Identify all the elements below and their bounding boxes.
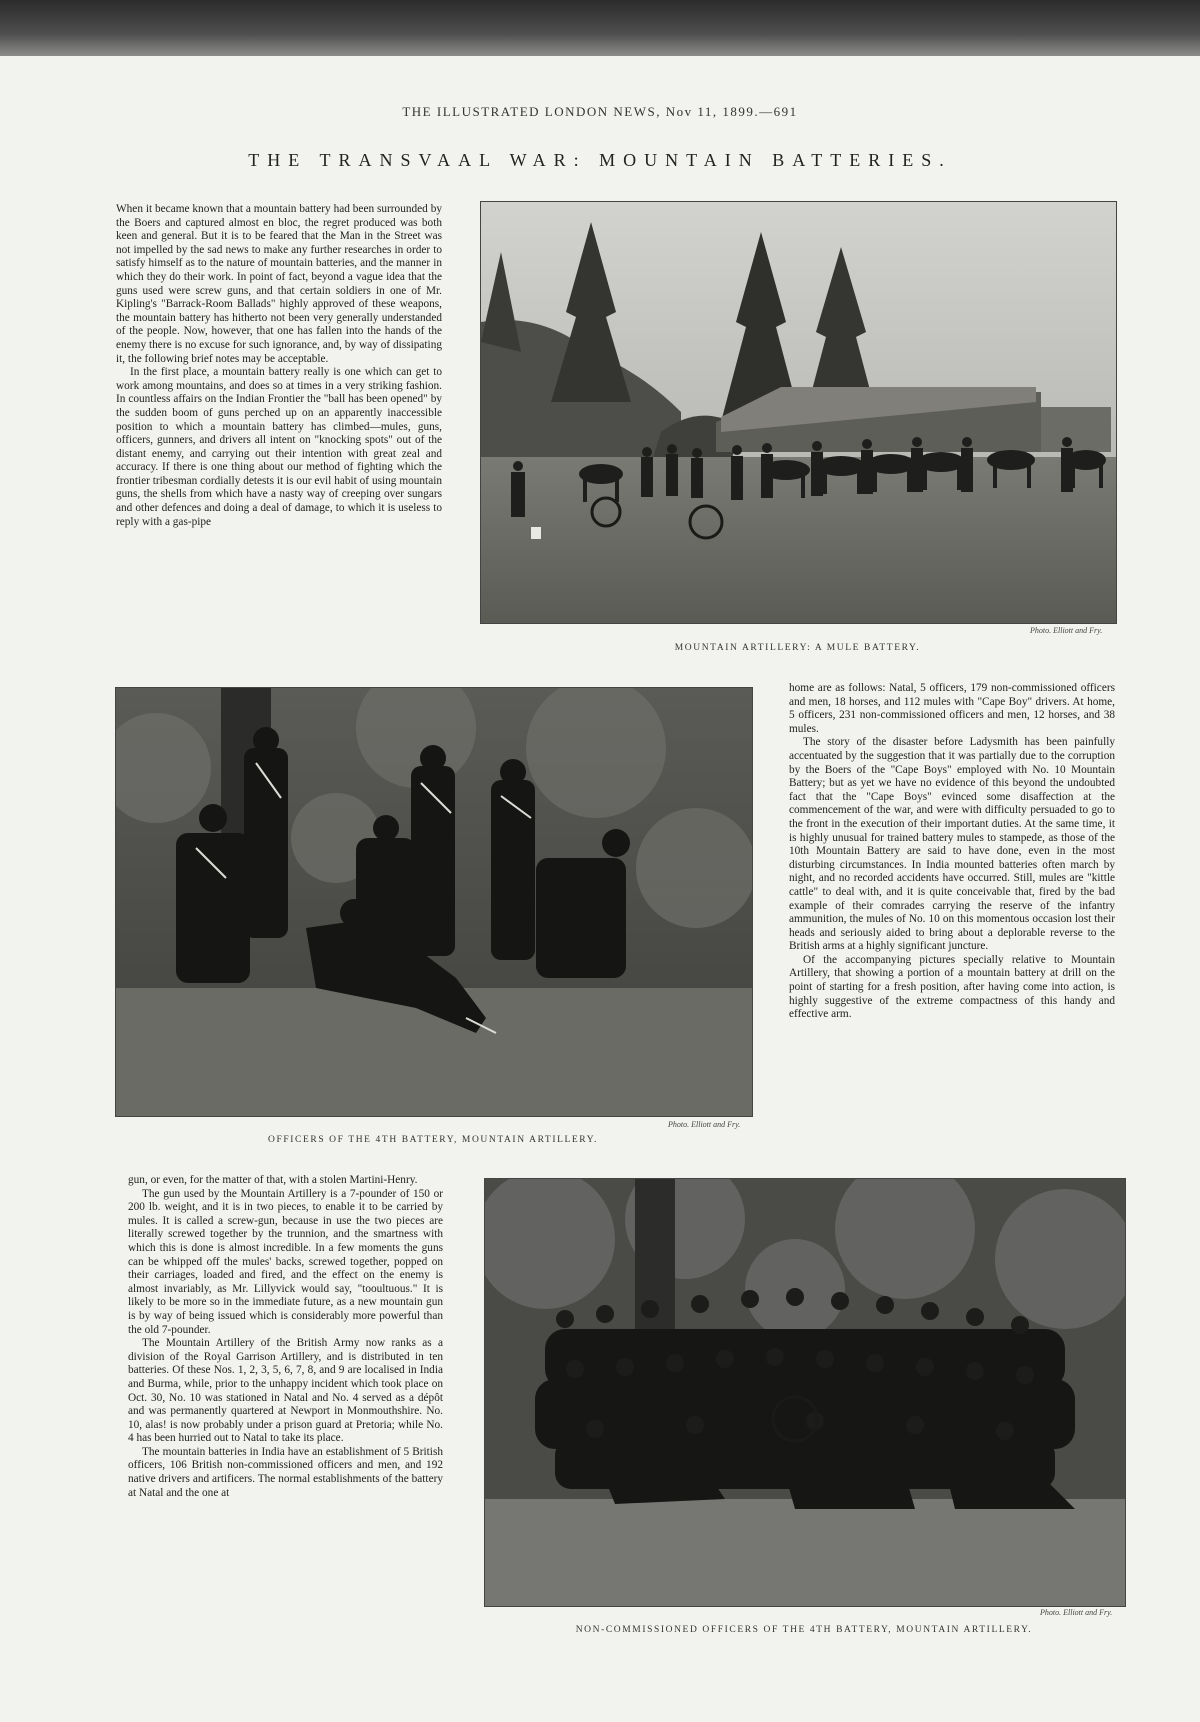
photo-credit: Photo. Elliott and Fry. (668, 1120, 741, 1129)
photo-mule-battery (480, 201, 1117, 624)
page-top-shadow (0, 0, 1200, 56)
paragraph: The mountain batteries in India have an establishment of 5 British officers, 106 British non-commissioned officers and men, and 192 native drivers and artificers. The normal establishments of the battery at Natal and the one at (128, 1445, 443, 1499)
photo-credit: Photo. Elliott and Fry. (1030, 626, 1103, 635)
photo-nco-group (484, 1178, 1126, 1607)
figure-caption: NON-COMMISSIONED OFFICERS OF THE 4TH BATTERY, MOUNTAIN ARTILLERY. (575, 1625, 1033, 1635)
figure-caption: MOUNTAIN ARTILLERY: A MULE BATTERY. (674, 643, 921, 653)
paragraph: The gun used by the Mountain Artillery is a 7-pounder of 150 or 200 lb. weight, and it is in two pieces, to enable it to be carried by mules. It is called a screw-gun, because in use the two pieces are literally screwed together by the trunnion, and the smartness with which this is done is almost incredible. In a few moments the guns can be whipped off the mules' backs, screwed together, popped on their carriages, loaded and fired, and the effect on the enemy is almost invariably, as Mr. Lillyvick would say, "tooultuous." It is likely to be more so in the immediate future, as a new mountain gun is by way of being issued which is considerably more powerful than the old 7-pounder. (128, 1187, 443, 1336)
paragraph: In the first place, a mountain battery really is one which can get to work among mountains, and does so at times in a very striking fashion. In countless affairs on the Indian Frontier the "ball has been opened" by the sudden boom of guns perched up on an apparently inaccessible position to which a mountain battery has climbed—mules, guns, officers, gunners, and drivers all intent on "knocking spots" out of the distant enemy, and carrying out their intention with great zeal and accuracy. If there is one thing about our method of fighting which the frontier tribesman cordially detests it is our evil habit of using mountain guns, the shells from which have a nasty way of creeping over sungars and other defences and doing a deal of damage, to which it is useless to reply with a gas-pipe (116, 366, 442, 528)
figure-caption: OFFICERS OF THE 4TH BATTERY, MOUNTAIN ARTILLERY. (268, 1135, 598, 1145)
article-column-2 (789, 682, 1115, 1022)
running-head: THE ILLUSTRATED LONDON NEWS, Nov 11, 1899.—691 (402, 104, 798, 119)
paragraph: The Mountain Artillery of the British Army now ranks as a division of the Royal Garrison Artillery, and is distributed in ten batteries. Of these Nos. 1, 2, 3, 5, 6, 7, 8, and 9 are localised in India and Burma, while, prior to the unhappy incident which took place on Oct. 30, No. 10 was stationed in Natal and No. 4 served as a dépôt and was permanently quartered at Newport in Monmouthshire. No. 10, alas! is now probably under a prison guard at Pretoria; while No. 4 has been hurried out to Natal to take its place. (128, 1337, 443, 1445)
article-title: THE TRANSVAAL WAR: MOUNTAIN BATTERIES. (248, 150, 952, 170)
paragraph: Of the accompanying pictures specially relative to Mountain Artillery, that showing a portion of a mountain battery at drill on the point of starting for a fresh position, after having come into action, is highly suggestive of the extreme compactness of this handy and effective arm. (789, 953, 1115, 1021)
article-column-1 (116, 203, 442, 529)
paragraph: home are as follows: Natal, 5 officers, 179 non-commissioned officers and men, 18 horses, and 112 mules with "Cape Boy" drivers. At home, 5 officers, 231 non-commissioned officers and men, 12 horses, and 38 mules. (789, 682, 1115, 735)
paragraph: When it became known that a mountain battery had been surrounded by the Boers and captured almost en bloc, the regret produced was both keen and general. But it is to be feared that the Man in the Street was not impelled by the sad news to make any further researches in order to satisfy himself as to the nature of mountain batteries, and the manner in which they do their work. In point of fact, beyond a vague idea that the guns used were screw guns, and that certain soldiers in one of Mr. Kipling's "Barrack-Room Ballads" highly approved of these weapons, the mountain battery has hitherto not been very generally understanded of the people. Now, however, that one has fallen into the hands of the enemy there is no excuse for such ignorance, and, by way of dissipating it, the following brief notes may be acceptable. (116, 203, 442, 365)
photo-credit: Photo. Elliott and Fry. (1040, 1608, 1113, 1617)
photo-officers (115, 687, 753, 1117)
article-column-3 (128, 1174, 443, 1500)
paragraph: gun, or even, for the matter of that, with a stolen Martini-Henry. (128, 1174, 418, 1186)
paragraph: The story of the disaster before Ladysmith has been painfully accentuated by the suggestion that it was partially due to the corruption by the Boers of the "Cape Boys" employed with No. 10 Mountain Battery; but as yet we have no evidence of this beyond the undoubted fact that the "Cape Boys" evinced some disaffection at the commencement of the war, and were with difficulty persuaded to go to the front in the execution of their important duties. At the same time, it is highly unusual for trained battery mules to stampede, as those of the 10th Mountain Battery are said to have done, even in the most disturbing circumstances. In India mounted batteries often march by night, and no recorded accidents have occurred. Still, mules are "kittle cattle" to deal with, and it is quite conceivable that, fired by the bad example of their comrades carrying the reserve of the infantry ammunition, the mules of No. 10 on this momentous occasion lost their heads and seriously aided to bring about a deplorable reverse to the British arms at a highly significant juncture. (789, 736, 1115, 953)
